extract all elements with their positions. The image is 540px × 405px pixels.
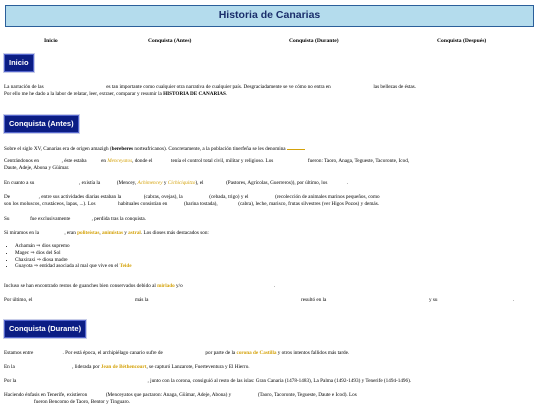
blank-link[interactable] [287,145,305,150]
section-heading-conquista-durante[interactable]: Conquista (Durante) [4,320,86,338]
nav-link-conquista-durante[interactable]: Conquista (Durante) [289,38,339,44]
link-menceyatos[interactable]: Menceyatos [107,158,133,164]
link-astral[interactable]: astral [128,230,141,236]
header-bar [5,5,534,27]
durante-paragraph-4: Haciendo énfasis en Tenerife, existieron (Menceyatos que pactaron: Anaga, Güímar, Adeje, Abona) y (Taoro, Tacoronte, Tegueste, Daute e Icod). Los fueron Bencomo de Taoro, Bentor y Tinguaro. [4,392,357,405]
link-achimencey[interactable]: Achimencey [137,180,163,186]
link-mirlado[interactable]: mirlado [157,283,175,289]
section-heading-inicio[interactable]: Inicio [4,54,34,72]
gods-list-wrapper [4,243,536,270]
antes-paragraph-4: De , entre sus actividades diarias estaban la (cabras, ovejas), la (cebada, trigo) y el (recolección de animales marinos pequeños, como son los moluscos, crustáceos, lapas, ...). Los habituales consistían en (harina tostada), (cabra), leche, marisco, frutas silvestres (ver Higos Pozos) y demás. [4,194,380,207]
antes-paragraph-5: Su fue exclusivamente , perdida tras la conquista. [4,216,147,222]
nav-link-conquista-despues[interactable]: Conquista (Después) [437,38,487,44]
nav-link-inicio[interactable]: Inicio [44,38,58,44]
antes-paragraph-1: Sobre el siglo XV, Canarias era de origen amazigh (bereberes norteafricanos). Concretamente, a la población tinerfeña se les denomina [4,145,536,153]
antes-paragraph-8: Por último, el más la resultó en la y su . [4,297,515,303]
page-title: Historia de Canarias [218,9,321,22]
antes-paragraph-6: Si miramos en la , eran politeístas, animistas y astral. Los dioses más destacados son: [4,230,209,236]
list-item: • Achamán ⇒ dios supremo [15,243,536,250]
durante-paragraph-3: Por la , junto con la corona, consiguió al resto de las islas: Gran Canaria (1478-1483), La Palma (1492-1493) y Tenerife (1494-1496). [4,378,412,384]
link-jean-bethencourt[interactable]: Jean de Béthencourt [100,364,147,370]
nav-link-conquista-antes[interactable]: Conquista (Antes) [148,38,192,44]
durante-paragraph-2: En la , liderada por Jean de Béthencourt, se capturó Lanzarote, Fuerteventura y El Hierro. [4,364,250,370]
list-item: • Guayota ⇒ entidad asociada al mal que vive en el Teide [15,263,536,270]
durante-paragraph-1: Estamos entre . Por está época, el archipiélago canario sufre de por parte de la corona de Castilla y otros intentos fallidos más tarde. [4,350,350,356]
link-animistas[interactable]: animistas [101,230,123,236]
inicio-paragraph: La narración de las es tan importante como cualquier otra narrativa de cualquier país. Desgraciadamente se ve cómo no entra en las bellezas de éstas. Por ello me he dado a la labor de relatar, leer, extraer, comparar y resumir la HISTORIA DE CANARIAS. [4,84,416,97]
link-teide[interactable]: Teide [119,263,132,270]
list-item: • Magec ⇒ dios del Sol [15,250,536,257]
antes-paragraph-2: Centrándonos en , éste estaba en Menceyatos, donde el tenía el control total civil, militar y religioso. Los fueron: Taoro, Anaga, Tegueste, Tacoronte, Icod, Daute, Adeje, Abona y Güímar. [4,158,410,171]
antes-paragraph-7: Incluso se han encontrado restos de guanches bien conservados debido al mirlado y/o . [4,283,276,289]
gods-list [4,243,536,270]
section-heading-conquista-antes[interactable]: Conquista (Antes) [4,115,79,133]
antes-paragraph-3: En cuanto a su , existía la (Mencey, Achimencey y Cichiciquitzo), el (Pastores, Agrícolas, Guerreros)), por último, los . [4,180,348,186]
link-politeistas[interactable]: politeístas [77,230,100,236]
list-item: • Chaxiraxi ⇒ diosa madre [15,257,536,264]
link-corona-castilla[interactable]: corona de Castilla [236,350,277,356]
link-cichiciquitzo[interactable]: Cichiciquitzo [167,180,196,186]
